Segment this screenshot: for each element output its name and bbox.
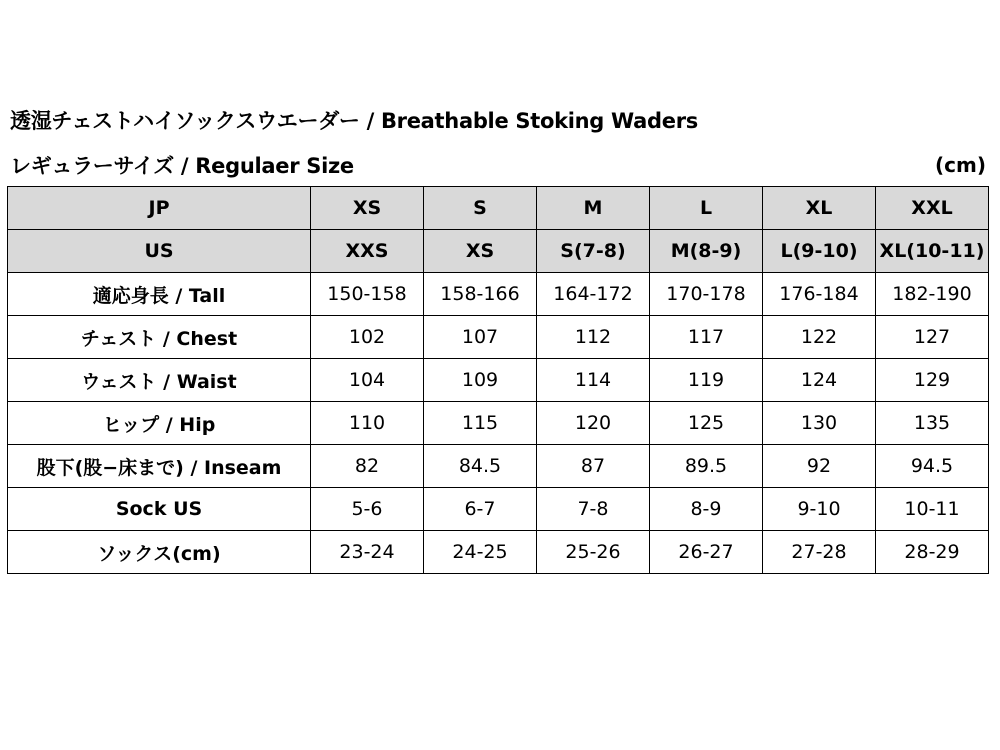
table-cell: 115: [424, 402, 537, 445]
table-cell: M(8-9): [650, 230, 763, 273]
table-cell: XXL: [876, 187, 989, 230]
table-cell: 104: [311, 359, 424, 402]
row-label: 股下(股−床まで) / Inseam: [8, 445, 311, 488]
table-cell: 114: [537, 359, 650, 402]
table-cell: 24-25: [424, 531, 537, 574]
table-cell: 89.5: [650, 445, 763, 488]
table-cell: 26-27: [650, 531, 763, 574]
table-cell: 6-7: [424, 488, 537, 531]
table-cell: 10-11: [876, 488, 989, 531]
table-cell: 135: [876, 402, 989, 445]
table-cell: 92: [763, 445, 876, 488]
table-cell: 7-8: [537, 488, 650, 531]
table-cell: M: [537, 187, 650, 230]
table-cell: 87: [537, 445, 650, 488]
table-row-socks-cm: [8, 531, 989, 574]
row-label: Sock US: [8, 488, 311, 531]
table-cell: 28-29: [876, 531, 989, 574]
row-label: チェスト / Chest: [8, 316, 311, 359]
table-cell: S(7-8): [537, 230, 650, 273]
table-cell: 8-9: [650, 488, 763, 531]
table-cell: 82: [311, 445, 424, 488]
table-cell: XL: [763, 187, 876, 230]
table-cell: 170-178: [650, 273, 763, 316]
table-cell: 164-172: [537, 273, 650, 316]
table-row-waist: [8, 359, 989, 402]
row-label: ウェスト / Waist: [8, 359, 311, 402]
table-cell: 150-158: [311, 273, 424, 316]
table-cell: S: [424, 187, 537, 230]
table-cell: 110: [311, 402, 424, 445]
table-cell: 129: [876, 359, 989, 402]
page-subtitle: レギュラーサイズ / Regulaer Size: [10, 154, 354, 178]
table-cell: 5-6: [311, 488, 424, 531]
table-cell: 112: [537, 316, 650, 359]
unit-label: (cm): [935, 153, 986, 177]
header-row-jp: [8, 187, 989, 230]
table-cell: XS: [311, 187, 424, 230]
table-cell: 158-166: [424, 273, 537, 316]
header-row-us: [8, 230, 989, 273]
table-cell: XL(10-11): [876, 230, 989, 273]
table-row-sock-us: [8, 488, 989, 531]
table-row-chest: [8, 316, 989, 359]
table-cell: 119: [650, 359, 763, 402]
table-row-hip: [8, 402, 989, 445]
page-title: 透湿チェストハイソックスウエーダー / Breathable Stoking Waders: [10, 109, 698, 133]
size-chart-table: [7, 186, 989, 574]
table-cell: 102: [311, 316, 424, 359]
table-cell: 27-28: [763, 531, 876, 574]
row-label: JP: [8, 187, 311, 230]
table-cell: L: [650, 187, 763, 230]
table-cell: 109: [424, 359, 537, 402]
table-row-tall: [8, 273, 989, 316]
table-cell: 9-10: [763, 488, 876, 531]
table-cell: 25-26: [537, 531, 650, 574]
table-cell: 107: [424, 316, 537, 359]
table-cell: 176-184: [763, 273, 876, 316]
row-label: ヒップ / Hip: [8, 402, 311, 445]
row-label: 適応身長 / Tall: [8, 273, 311, 316]
table-row-inseam: [8, 445, 989, 488]
table-cell: 125: [650, 402, 763, 445]
table-cell: XS: [424, 230, 537, 273]
table-cell: 23-24: [311, 531, 424, 574]
table-cell: 124: [763, 359, 876, 402]
row-label: ソックス(cm): [8, 531, 311, 574]
table-cell: L(9-10): [763, 230, 876, 273]
table-cell: 117: [650, 316, 763, 359]
table-cell: 182-190: [876, 273, 989, 316]
table-cell: 122: [763, 316, 876, 359]
table-cell: XXS: [311, 230, 424, 273]
table-cell: 94.5: [876, 445, 989, 488]
table-cell: 127: [876, 316, 989, 359]
row-label: US: [8, 230, 311, 273]
table-cell: 84.5: [424, 445, 537, 488]
table-cell: 130: [763, 402, 876, 445]
table-cell: 120: [537, 402, 650, 445]
